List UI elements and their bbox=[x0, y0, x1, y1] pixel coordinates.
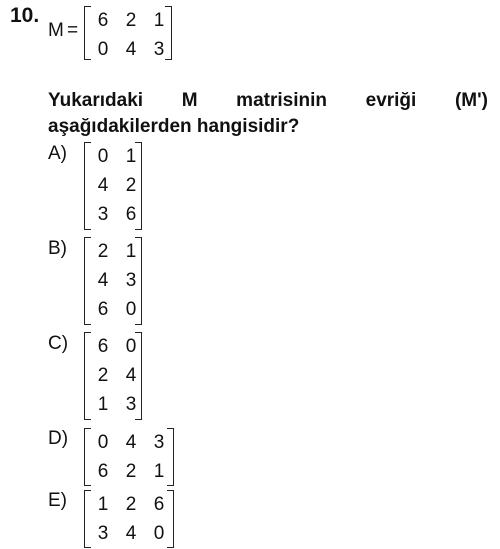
matrix-cell: 3 bbox=[97, 523, 109, 544]
option-c-label[interactable]: C) bbox=[48, 333, 69, 354]
matrix-cell: 6 bbox=[97, 336, 109, 357]
matrix-cell: 4 bbox=[125, 432, 137, 453]
matrix-cell: 0 bbox=[97, 39, 109, 60]
matrix-cell: 1 bbox=[153, 10, 165, 31]
matrix-cell: 1 bbox=[97, 394, 109, 415]
prompt-word: matrisinin bbox=[236, 90, 327, 111]
matrix-cell: 2 bbox=[125, 175, 137, 196]
matrix-row bbox=[84, 332, 142, 362]
question-prompt bbox=[48, 88, 488, 140]
prompt-word: Yukarıdaki bbox=[48, 90, 144, 111]
matrix-row bbox=[84, 266, 142, 296]
matrix-cell: 6 bbox=[97, 10, 109, 31]
matrix-row bbox=[84, 295, 142, 325]
matrix-row bbox=[84, 490, 174, 520]
prompt-word: (M') bbox=[454, 90, 488, 111]
matrix-cell: 4 bbox=[97, 175, 109, 196]
prompt-word: M bbox=[181, 90, 198, 111]
matrix-row bbox=[84, 171, 142, 201]
matrix-cell: 3 bbox=[97, 204, 109, 225]
matrix-cell: 6 bbox=[125, 204, 137, 225]
matrix-cell: 1 bbox=[97, 494, 109, 515]
matrix-cell: 4 bbox=[97, 270, 109, 291]
matrix-cell: 0 bbox=[97, 146, 109, 167]
matrix-row bbox=[84, 361, 142, 391]
matrix-cell: 4 bbox=[125, 523, 137, 544]
option-a-label[interactable]: A) bbox=[48, 143, 67, 164]
equals-sign: = bbox=[67, 20, 79, 41]
matrix-cell: 0 bbox=[97, 432, 109, 453]
matrix-cell: 2 bbox=[97, 241, 109, 262]
matrix-row bbox=[84, 390, 142, 420]
question-matrix bbox=[84, 6, 172, 60]
question-prompt-line2: aşağıdakilerden hangisidir? bbox=[48, 116, 300, 137]
matrix-cell: 0 bbox=[125, 299, 137, 320]
matrix-cell: 0 bbox=[125, 336, 137, 357]
option-e-matrix[interactable] bbox=[84, 490, 174, 548]
matrix-cell: 4 bbox=[125, 365, 137, 386]
matrix-row bbox=[84, 237, 142, 267]
matrix-cell: 3 bbox=[153, 39, 165, 60]
matrix-row bbox=[84, 457, 174, 487]
prompt-word: evriği bbox=[365, 90, 417, 111]
question-number: 10. bbox=[10, 4, 40, 27]
matrix-cell: 0 bbox=[153, 523, 165, 544]
matrix-cell: 6 bbox=[153, 494, 165, 515]
matrix-cell: 1 bbox=[125, 241, 137, 262]
matrix-cell: 3 bbox=[125, 270, 137, 291]
option-c-matrix[interactable] bbox=[84, 332, 142, 420]
option-d-matrix[interactable] bbox=[84, 428, 174, 486]
option-b-label[interactable]: B) bbox=[48, 238, 67, 259]
matrix-label: M bbox=[48, 20, 64, 41]
option-a-matrix[interactable] bbox=[84, 142, 142, 230]
matrix-cell: 2 bbox=[125, 461, 137, 482]
matrix-cell: 3 bbox=[125, 394, 137, 415]
matrix-row bbox=[84, 142, 142, 172]
question-prompt-line1 bbox=[48, 88, 488, 114]
matrix-cell: 2 bbox=[125, 10, 137, 31]
option-b-matrix[interactable] bbox=[84, 237, 142, 325]
matrix-cell: 2 bbox=[97, 365, 109, 386]
matrix-cell: 1 bbox=[153, 461, 165, 482]
matrix-row bbox=[84, 200, 142, 230]
matrix-row bbox=[84, 428, 174, 458]
matrix-cell: 4 bbox=[125, 39, 137, 60]
matrix-cell: 6 bbox=[97, 299, 109, 320]
matrix-cell: 3 bbox=[153, 432, 165, 453]
matrix-row bbox=[84, 6, 172, 36]
matrix-row bbox=[84, 35, 172, 65]
option-e-label[interactable]: E) bbox=[48, 490, 67, 511]
matrix-cell: 1 bbox=[125, 146, 137, 167]
matrix-cell: 2 bbox=[125, 494, 137, 515]
matrix-cell: 6 bbox=[97, 461, 109, 482]
option-d-label[interactable]: D) bbox=[48, 428, 69, 449]
